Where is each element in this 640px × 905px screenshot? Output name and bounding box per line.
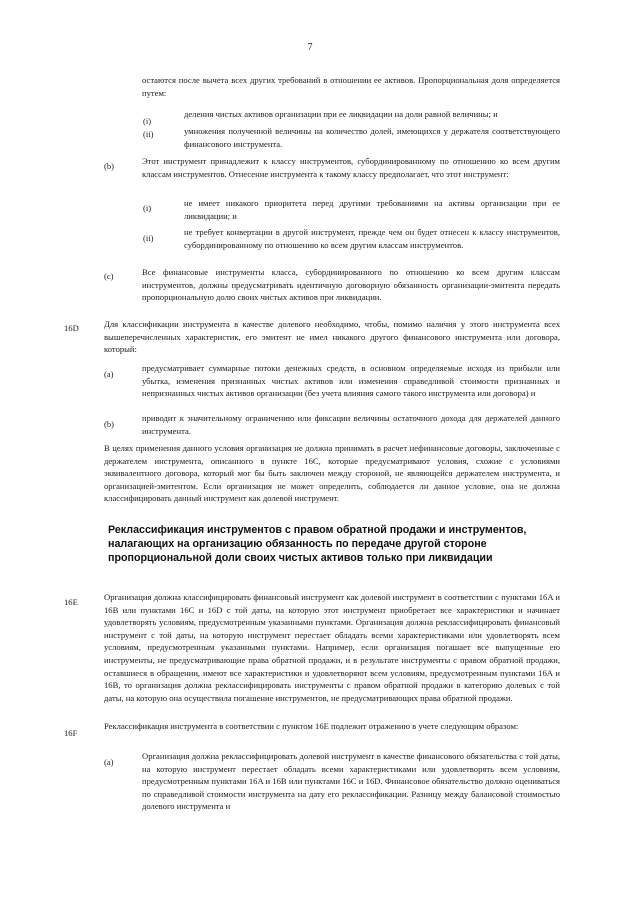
list-item: Организация должна реклассифицировать долевой инструмент в качестве финансового обязательства с той даты, на которую инструмент перестает обладать всеми характеристиками или удовлетворять всем условиям, предусмотренным пунктами 16A и 16B или пунктами 16C и 16D. Финансовое обязательство должно оцениваться по справедливой стоимости инструмента на дату его реклассификации. Разницу между балансовой стоимостью долевого инструмента и [142,751,560,812]
list-item: не имеет никакого приоритета перед другими требованиями на активы организации при ее ликвидации; и [184,198,560,221]
section-heading: Реклассификация инструментов с правом обратной продажи и инструментов, налагающих на организацию обязанность по передаче другой стороне пропорциональной доли своих чистых активов только при ликвидации [108,524,527,564]
paragraph-16d: Для классификации инструмента в качестве долевого необходимо, чтобы, помимо наличия у этого инструмента всех вышеперечисленных характеристик, его эмитент не имел никакого другого финансового инструмента или договора, который: [104,319,560,355]
list-item: приводит к значительному ограничению или фиксации величины остаточного дохода для держателей данного инструмента. [142,413,560,436]
paragraph-number: 16F [64,728,78,738]
page-number: 7 [307,42,313,53]
list-label: (b) [104,161,115,171]
list-item: деления чистых активов организации при ее ликвидации на доли равной величины; и [184,109,498,119]
list-item: не требует конвертации в другой инструмент, прежде чем он будет отнесен к классу инструментов, субординированному по отношению ко всем другим классам инструментов. [184,227,560,250]
paragraph-number: 16D [64,323,79,333]
paragraph-number: 16E [64,597,78,607]
list-item: Этот инструмент принадлежит к классу инструментов, субординированному по отношению ко всем другим классам инструментов. Отнесение инструмента к такому классу предполагает, что этот инструмент: [142,156,560,179]
list-item: умножения полученной величины на количество долей, имеющихся у держателя соответствующего финансового инструмента. [184,126,560,149]
list-label: (c) [104,271,114,281]
list-label: (a) [104,757,114,767]
list-label: (i) [143,116,152,126]
list-label: (i) [143,203,152,213]
paragraph-16f: Реклассификация инструмента в соответствии с пунктом 16E подлежит отражению в учете следующим образом: [104,721,519,731]
list-item: предусматривает суммарные потоки денежных средств, в основном определяемые исходя из прибыли или убытка, изменения признанных чистых активов или изменения справедливой стоимости признанных и непризнанных чистых активов организации (без учета влияния самого такого инструмента или договора) и [142,363,560,399]
list-label: (ii) [143,129,154,139]
list-label: (a) [104,369,114,379]
intro-paragraph: остаются после вычета всех других требований в отношении ее активов. Пропорциональная доля определяется путем: [142,75,560,98]
paragraph-16d-closing: В целях применения данного условия организация не должна принимать в расчет нефинансовые договоры, заключенные с держателем инструмента, описанного в пункте 16C, которые предусматривают условия, схожие с условиями эквивалентного договора, который мог бы быть заключен между стороной, не являющейся держателем инструмента, и организацией-эмитентом. Если организация не может определить, соблюдается ли данное условие, она не должна классифицировать данный инструмент как долевой инструмент. [104,443,560,504]
paragraph-16e: Организация должна классифицировать финансовый инструмент как долевой инструмент в соответствии с пунктами 16A и 16B или пунктами 16C и 16D с той даты, на которую этот инструмент приобретает все характеристики и начинает удовлетворять условиям, предусмотренным указанными пунктами. Организация должна реклассифицировать финансовый инструмент с той даты, на которую инструмент перестает обладать всеми характеристиками или удовлетворять всем условиям, предусмотренным указанными пунктами. Например, если организация погашает все выпущенные ею инструменты, не предусматривающие права обратной продажи, и в результате инструменты с правом обратной продажи, оставшиеся в обращении, имеют все характеристики и удовлетворяют всем условиям, предусмотренным пунктами 16A и 16B, то организация должна реклассифицировать инструменты с правом обратной продажи в категорию долевых с той даты, на которую она осуществила погашение инструментов, не предусматривающих права обратной продажи. [104,592,560,703]
list-label: (ii) [143,233,154,243]
list-item: Все финансовые инструменты класса, субординированного по отношению ко всем другим классам инструментов, должны предусматривать идентичную договорную обязанность организации-эмитента передать пропорциональную долю своих чистых активов при ликвидации. [142,267,560,303]
list-label: (b) [104,419,115,429]
